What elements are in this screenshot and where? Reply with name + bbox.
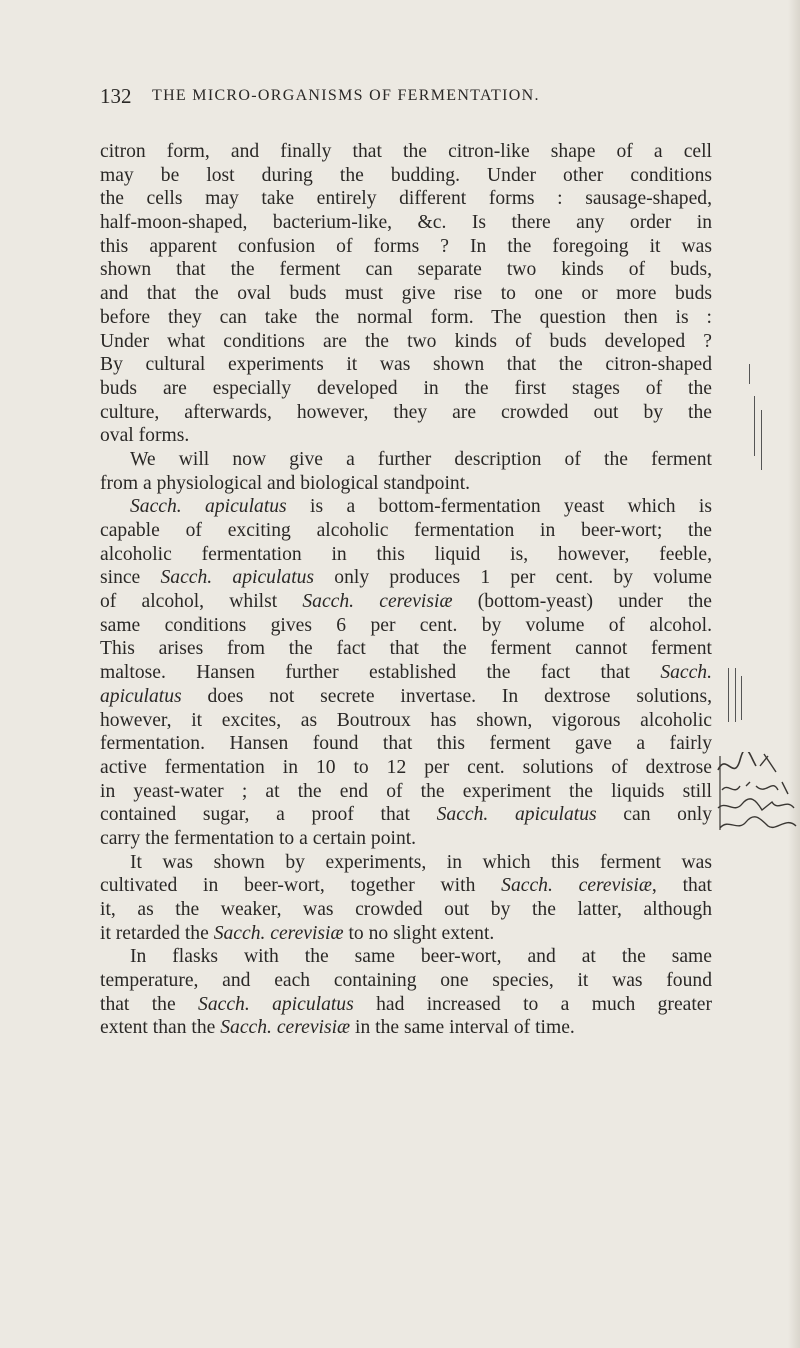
text-span: (bottom-yeast) under the	[452, 591, 712, 613]
text-line	[100, 164, 712, 188]
text-span: and that the oval buds must give rise to one or more buds	[100, 283, 712, 305]
italic-text: Sacch.	[660, 662, 712, 684]
text-line	[100, 709, 712, 733]
text-line	[100, 803, 712, 827]
text-line	[100, 519, 712, 543]
text-span: may be lost during the budding. Under other conditions	[100, 164, 712, 186]
text-span: contained sugar, a proof that	[100, 804, 437, 826]
text-line	[100, 945, 712, 969]
text-span: active fermentation in 10 to 12 per cent. solutions of dextrose	[100, 756, 712, 778]
text-span: It was shown by experiments, in which this ferment was	[130, 851, 712, 873]
text-line	[100, 472, 712, 496]
text-span: in yeast-water ; at the end of the experiment the liquids still	[100, 780, 712, 802]
italic-text: apiculatus	[100, 685, 182, 707]
text-span: citron form, and finally that the citron-like shape of a cell	[100, 141, 712, 162]
text-line	[100, 993, 712, 1017]
text-span: does not secrete invertase. In dextrose solutions,	[181, 685, 712, 707]
page-edge	[788, 0, 800, 1348]
text-line	[100, 377, 712, 401]
text-line	[100, 851, 712, 875]
text-span: the cells may take entirely different forms : sausage-shaped,	[100, 188, 712, 210]
text-span: is a bottom-fermentation yeast which is	[286, 496, 713, 518]
running-title: THE MICRO-ORGANISMS OF FERMENTATION.	[152, 87, 540, 104]
italic-text: Sacch. apiculatus	[130, 496, 287, 518]
text-line	[100, 306, 712, 330]
text-span: , that	[651, 875, 712, 897]
text-line	[100, 780, 712, 804]
text-span: from a physiological and biological standpoint.	[100, 472, 471, 494]
text-span: had increased to a much greater	[353, 993, 712, 1015]
text-span: By cultural experiments it was shown that the citron-shaped	[100, 354, 712, 376]
text-span: it retarded the	[100, 922, 214, 944]
text-line	[100, 353, 712, 377]
text-span: capable of exciting alcoholic fermentation in beer-wort; the	[100, 520, 712, 541]
text-span: temperature, and each containing one species, it was found	[100, 970, 712, 992]
page-number: 132	[100, 84, 132, 108]
text-line	[100, 401, 712, 425]
italic-text: Sacch. cerevisiæ	[501, 875, 652, 897]
text-span: same conditions gives 6 per cent. by volume of alcohol.	[100, 614, 712, 636]
text-span: of alcohol, whilst	[100, 591, 303, 613]
text-span: oval forms.	[100, 425, 190, 447]
text-span: Under what conditions are the two kinds of buds developed ?	[100, 330, 712, 352]
text-line	[100, 282, 712, 306]
italic-text: Sacch. cerevisiæ	[213, 922, 344, 944]
text-line	[100, 874, 712, 898]
text-span: We will now give a further description of the ferment	[130, 448, 712, 470]
text-line	[100, 211, 712, 235]
text-line	[100, 685, 712, 709]
text-line	[100, 187, 712, 211]
body-text	[100, 140, 712, 1040]
text-span: This arises from the fact that the ferment cannot ferment	[100, 638, 712, 660]
text-line	[100, 330, 712, 354]
italic-text: Sacch. apiculatus	[436, 804, 597, 826]
text-span: In flasks with the same beer-wort, and at the same	[130, 946, 712, 968]
text-line	[100, 424, 712, 448]
text-line	[100, 637, 712, 661]
text-line	[100, 732, 712, 756]
text-span: alcoholic fermentation in this liquid is, however, feeble,	[100, 543, 712, 565]
text-span: however, it excites, as Boutroux has shown, vigorous alcoholic	[100, 709, 712, 731]
text-span: fermentation. Hansen found that this ferment gave a fairly	[100, 733, 712, 755]
text-line	[100, 756, 712, 780]
text-line	[100, 614, 712, 638]
text-line	[100, 922, 712, 946]
text-line	[100, 495, 712, 519]
text-span: extent than the	[100, 1017, 221, 1039]
text-span: in the same interval of time.	[350, 1017, 575, 1039]
text-span: before they can take the normal form. The question then is :	[100, 306, 712, 328]
text-line	[100, 661, 712, 685]
text-span: buds are especially developed in the first stages of the	[100, 377, 712, 399]
italic-text: Sacch. apiculatus	[198, 993, 354, 1015]
text-line	[100, 543, 712, 567]
text-span: since	[100, 567, 161, 589]
text-span: this apparent confusion of forms ? In the foregoing it was	[100, 235, 712, 257]
text-span: cultivated in beer-wort, together with	[100, 875, 502, 897]
text-line	[100, 448, 712, 472]
text-span: only produces 1 per cent. by volume	[314, 567, 712, 589]
text-line	[100, 235, 712, 259]
text-span: that the	[100, 993, 199, 1015]
text-line	[100, 827, 712, 851]
text-line	[100, 258, 712, 282]
text-span: culture, afterwards, however, they are crowded out by the	[100, 401, 712, 423]
text-span: carry the fermentation to a certain point.	[100, 827, 417, 849]
italic-text: Sacch. cerevisiæ	[302, 591, 453, 613]
text-line	[100, 140, 712, 164]
text-span: maltose. Hansen further established the fact that	[100, 662, 661, 684]
text-span: half-moon-shaped, bacterium-like, &c. Is there any order in	[100, 212, 712, 234]
text-span: to no slight extent.	[343, 922, 495, 944]
italic-text: Sacch. cerevisiæ	[220, 1017, 351, 1039]
text-span: can only	[596, 804, 713, 826]
text-line	[100, 590, 712, 614]
text-line	[100, 1016, 712, 1040]
italic-text: Sacch. apiculatus	[160, 567, 315, 589]
text-span: it, as the weaker, was crowded out by the latter, although	[100, 899, 712, 920]
text-line	[100, 898, 712, 922]
text-line	[100, 969, 712, 993]
text-line	[100, 566, 712, 590]
text-span: shown that the ferment can separate two kinds of buds,	[100, 259, 712, 281]
